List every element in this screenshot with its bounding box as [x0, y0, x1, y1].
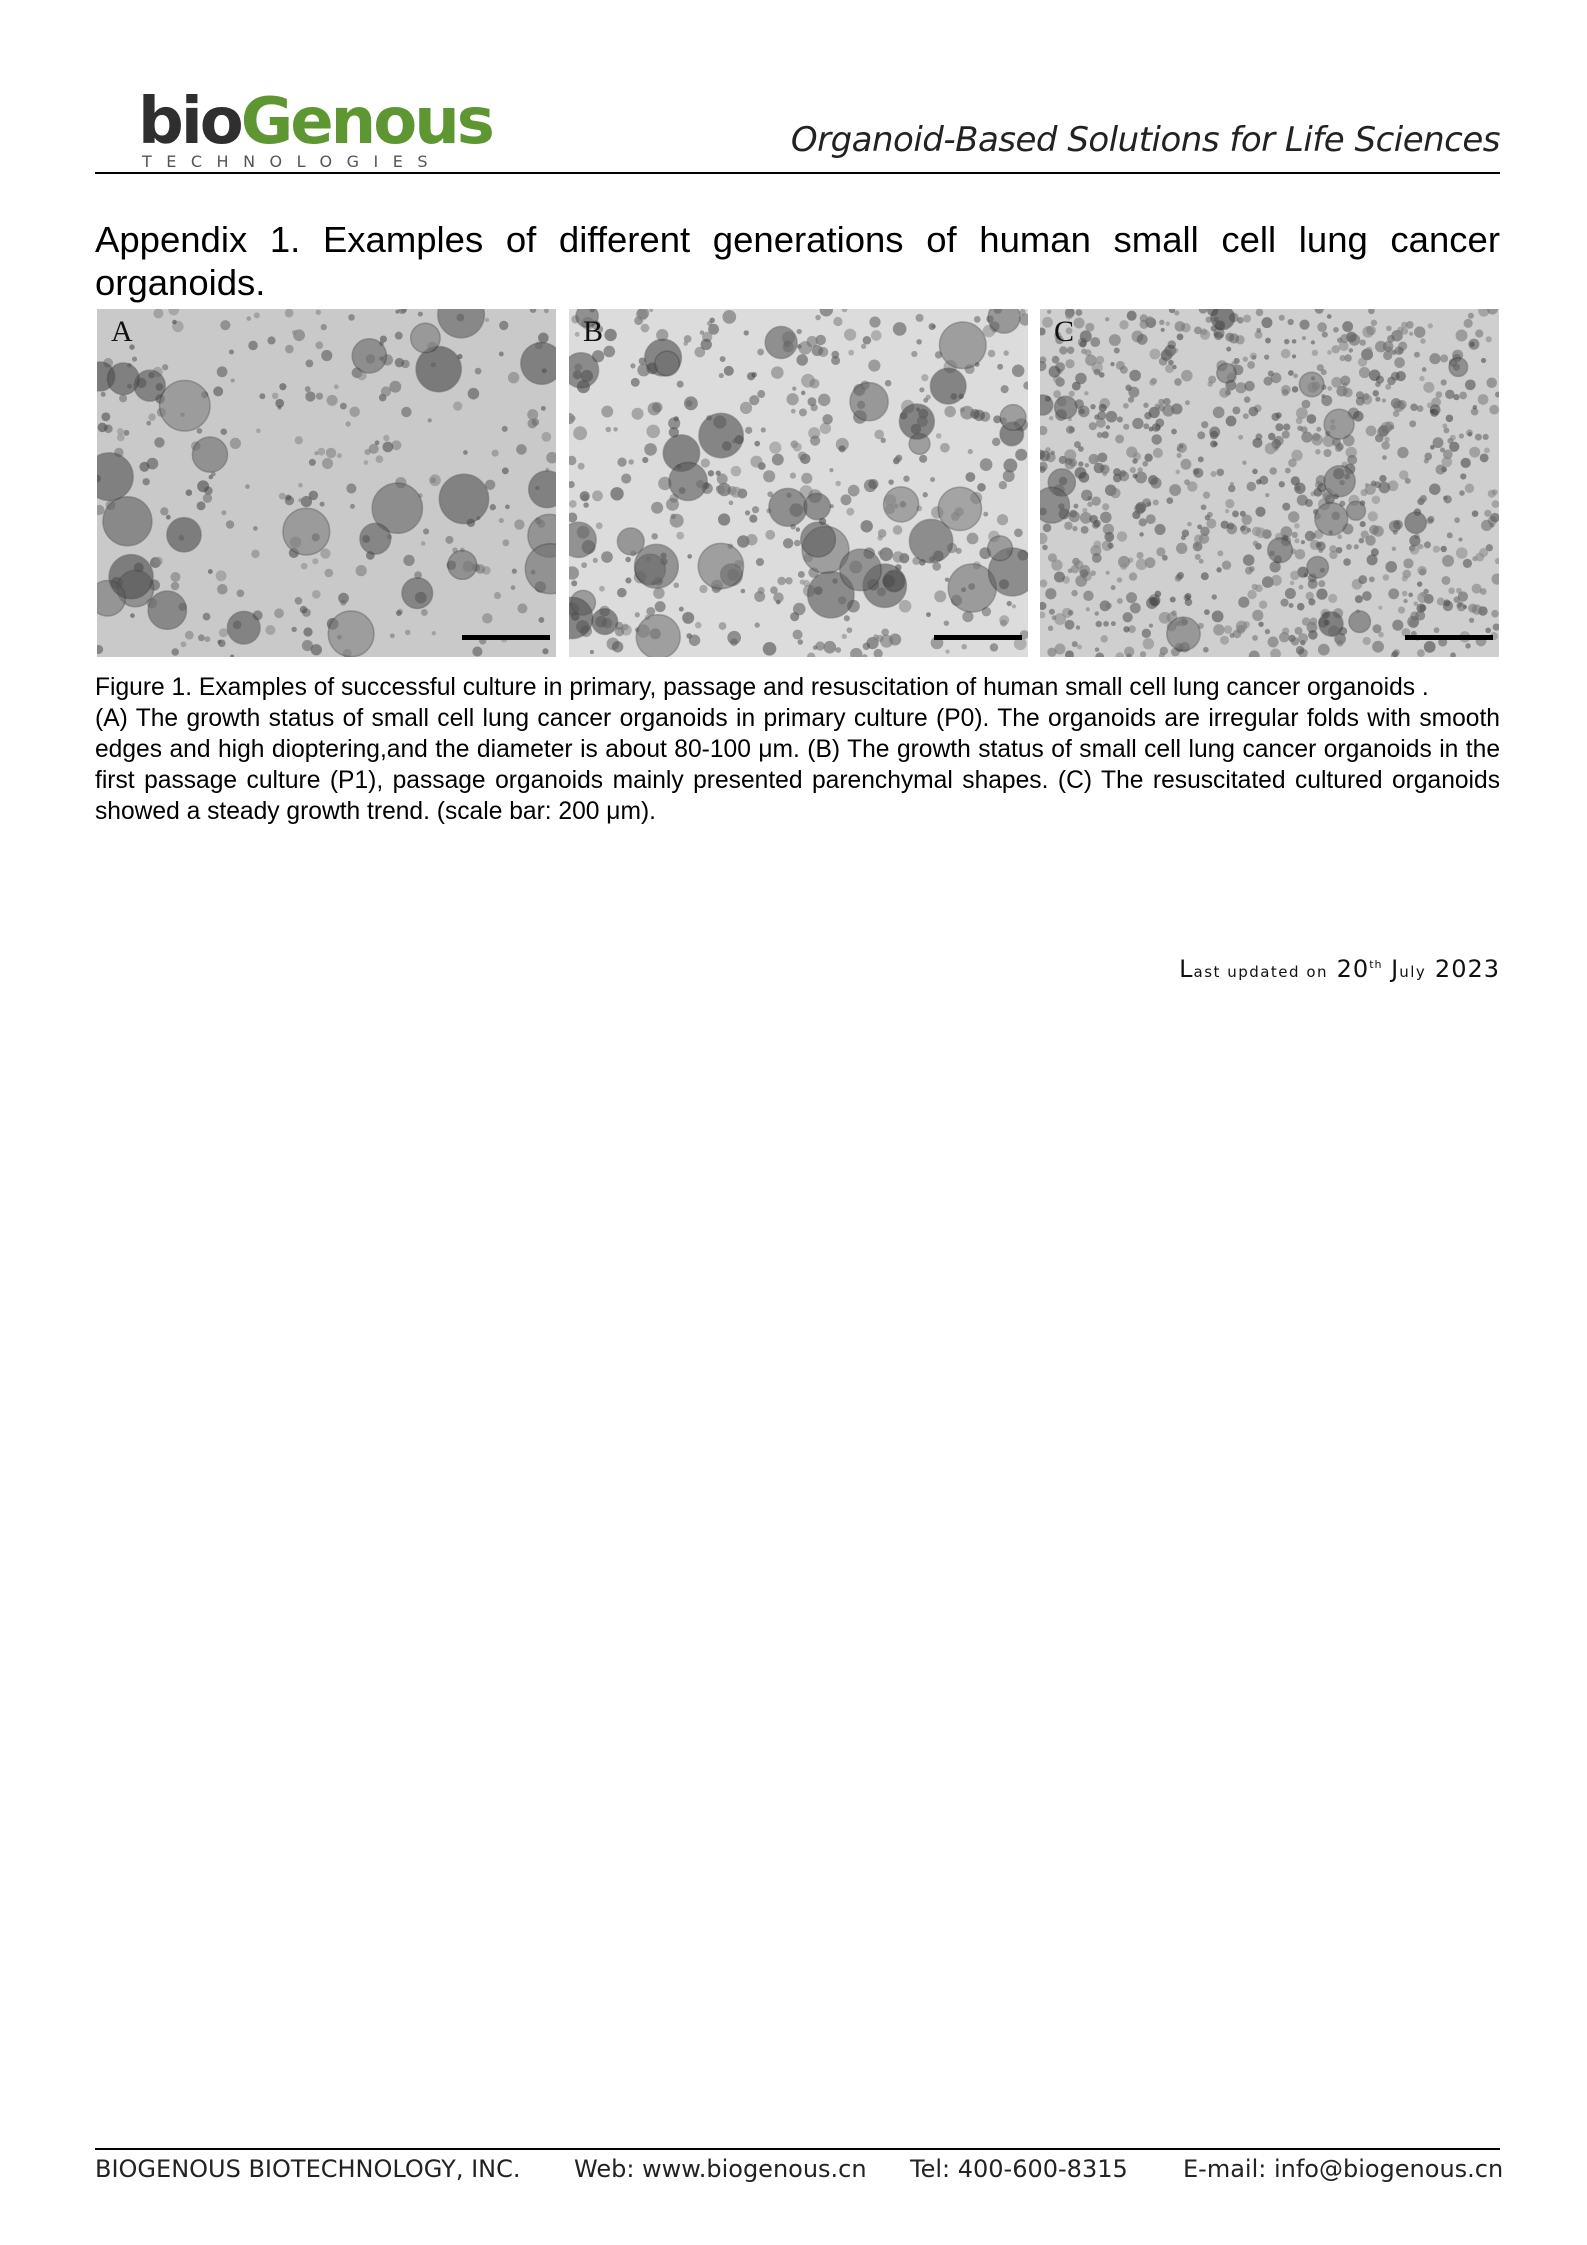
- caption-heading: Figure 1. Examples of successful culture in primary, passage and resuscitation of human small cell lung cancer organoids .: [95, 674, 1429, 701]
- logo-text-genous: Genous: [240, 85, 492, 159]
- page-header: [95, 85, 1500, 174]
- logo-text-bio: bio: [138, 85, 241, 159]
- footer-divider: [95, 2148, 1500, 2150]
- scale-bar-c: [1405, 635, 1493, 640]
- micrograph-c: [1040, 309, 1499, 657]
- scale-bar-b: [934, 635, 1022, 640]
- micrograph-a: [97, 309, 556, 657]
- logo-subtext: TECHNOLOGIES: [142, 152, 442, 171]
- caption-body: (A) The growth status of small cell lung cancer organoids in primary culture (P0). The organoids are irregular folds with smooth edges and high dioptering,and the diameter is about 80-100 μm. (B) The growth status of small cell lung cancer organoids in the first passage culture (P1), passage organoids mainly presented parenchymal shapes. (C) The resuscitated cultured organoids showed a steady growth trend. (scale bar: 200 μm).: [95, 705, 1500, 825]
- scale-bar-a: [462, 635, 550, 640]
- header-tagline: Organoid-Based Solutions for Life Sciences: [790, 120, 1500, 160]
- figure-panel-c: [1040, 309, 1499, 657]
- figure-1: [97, 309, 1499, 657]
- micrograph-b: [569, 309, 1028, 657]
- footer-tel: Tel: 400-600-8315: [910, 2155, 1128, 2183]
- footer-web: Web: www.biogenous.cn: [574, 2155, 867, 2183]
- company-logo: [138, 85, 492, 171]
- footer-company: BIOGENOUS BIOTECHNOLOGY, INC.: [95, 2155, 521, 2183]
- page-footer: [95, 2155, 1504, 2195]
- footer-email: E-mail: info@biogenous.cn: [1183, 2155, 1504, 2183]
- panel-label-b: B: [583, 315, 604, 348]
- page-title: Appendix 1. Examples of different generations of human small cell lung cancer organoids.: [95, 219, 1500, 303]
- figure-panel-a: [97, 309, 556, 657]
- figure-panel-b: [569, 309, 1028, 657]
- panel-label-a: A: [111, 315, 133, 348]
- last-updated: Last updated on 20th July 2023: [1179, 955, 1500, 983]
- figure-caption: [95, 672, 1500, 827]
- header-divider: [95, 172, 1500, 174]
- panel-label-c: C: [1054, 315, 1075, 348]
